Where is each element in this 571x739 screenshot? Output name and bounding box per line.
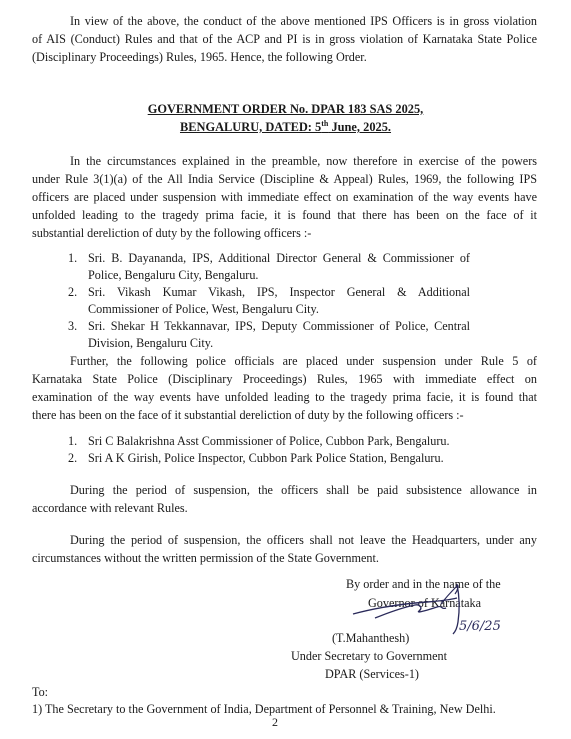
signature-line-2: Governor of Karnataka bbox=[368, 596, 482, 610]
para2-line: examination of the way events have unfolded leading to the tragedy prima facie, it is found that bbox=[32, 390, 537, 404]
order-paragraph-3 bbox=[32, 481, 537, 517]
order-paragraph-4 bbox=[32, 531, 537, 567]
para2-line: Further, the following police officials are placed under suspension under Rule 5 of bbox=[70, 354, 537, 368]
intro-line: of AIS (Conduct) Rules and that of the ACP and PI is in gross violation of Karnataka State Police bbox=[32, 32, 537, 46]
list-item: 1. Sri C Balakrishna Asst Commissioner of Police, Cubbon Park, Bengaluru. bbox=[68, 434, 450, 448]
signatory-department: DPAR (Services-1) bbox=[325, 667, 419, 681]
list-item: 1. Sri. B. Dayananda, IPS, Additional Director General & Commissioner of Police, Bengaluru City, Bengaluru. bbox=[68, 251, 470, 282]
police-officials-list bbox=[68, 433, 528, 467]
list-item: 2. Sri A K Girish, Police Inspector, Cubbon Park Police Station, Bengaluru. bbox=[68, 451, 444, 465]
para4-line: circumstances without the written permission of the State Government. bbox=[32, 551, 379, 565]
para1-line: unfolded leading to the tragedy prima facie, it is found that there has been on the face of it bbox=[32, 208, 537, 222]
para3-line: During the period of suspension, the officers shall be paid subsistence allowance in bbox=[70, 483, 537, 497]
para1-line: substantial dereliction of duty by the following officers :- bbox=[32, 226, 312, 240]
page-number: 2 bbox=[272, 715, 278, 729]
intro-line: In view of the above, the conduct of the above mentioned IPS Officers is in gross violation bbox=[70, 14, 537, 28]
list-item: 3. Sri. Shekar H Tekkannavar, IPS, Deputy Commissioner of Police, Central Division, Bengaluru City. bbox=[68, 319, 470, 350]
recipient-item: 1) The Secretary to the Government of India, Department of Personnel & Training, New Delhi. bbox=[32, 702, 496, 716]
signature-date-text: 5/6/25 bbox=[459, 619, 501, 634]
to-label: To: bbox=[32, 685, 49, 699]
list-item: 2. Sri. Vikash Kumar Vikash, IPS, Inspector General & Additional Commissioner of Police, West, Bengaluru City. bbox=[68, 285, 470, 316]
para2-line: Karnataka State Police (Disciplinary Proceedings) Rules, 1965 with immediate effect on bbox=[32, 372, 537, 386]
intro-line: (Disciplinary Proceedings) Rules, 1965. Hence, the following Order. bbox=[32, 50, 367, 64]
para1-line: officers are placed under suspension with immediate effect on examination of the way events have bbox=[32, 190, 537, 204]
para2-line: there has been on the face of it substantial dereliction of duty by the following officers :- bbox=[32, 408, 464, 422]
para1-line: under Rule 3(1)(a) of the All India Service (Discipline & Appeal) Rules, 1969, the following IPS bbox=[32, 172, 537, 186]
para3-line: accordance with relevant Rules. bbox=[32, 501, 188, 515]
para1-line: In the circumstances explained in the preamble, now therefore in exercise of the powers bbox=[70, 154, 537, 168]
ips-officers-list bbox=[68, 250, 470, 352]
order-paragraph-2 bbox=[32, 352, 537, 424]
intro-paragraph bbox=[32, 12, 537, 66]
order-date: BENGALURU, DATED: 5th June, 2025. bbox=[179, 118, 392, 134]
signature-line-1: By order and in the name of the bbox=[346, 577, 501, 591]
signatory-designation: Under Secretary to Government bbox=[291, 649, 448, 663]
para4-line: During the period of suspension, the officers shall not leave the Headquarters, under any bbox=[70, 533, 537, 547]
order-title bbox=[0, 100, 571, 136]
order-number: GOVERNMENT ORDER No. DPAR 183 SAS 2025, bbox=[147, 102, 424, 116]
signatory-name: (T.Mahanthesh) bbox=[332, 631, 410, 645]
order-paragraph-1 bbox=[32, 152, 537, 242]
